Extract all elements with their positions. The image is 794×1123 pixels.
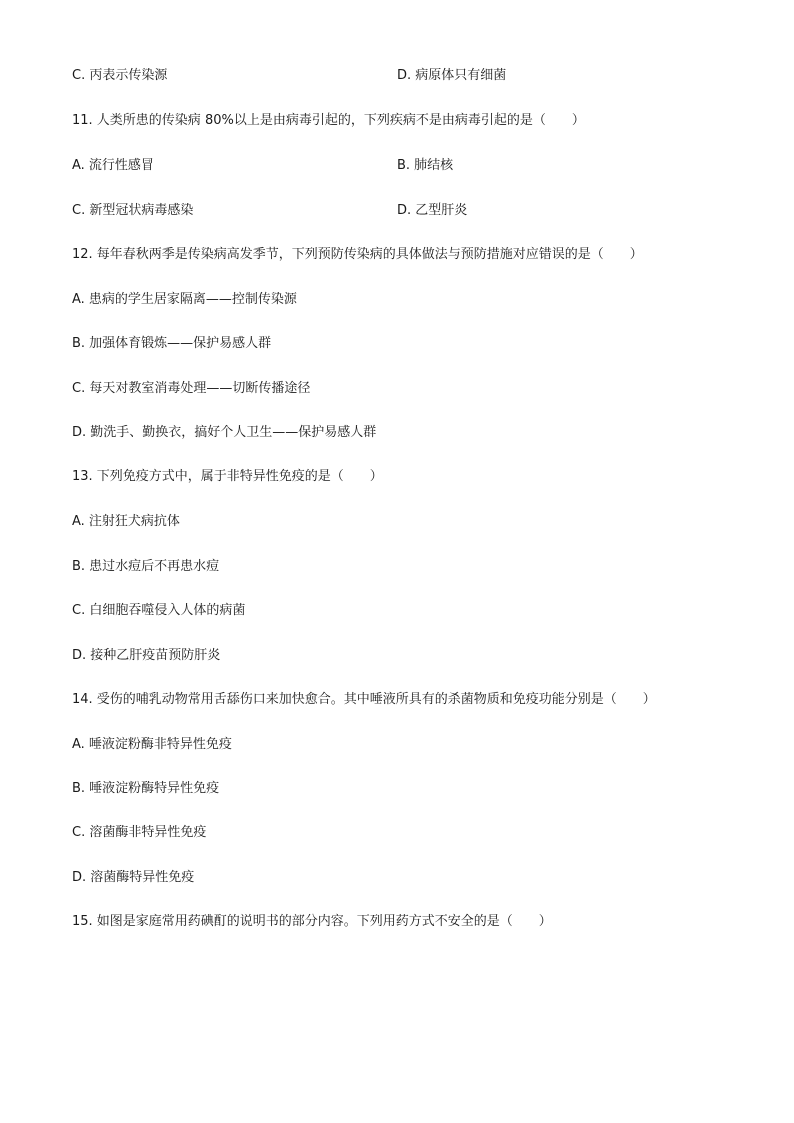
q13-option-b[interactable]: B. 患过水痘后不再患水痘	[72, 559, 220, 574]
q12-option-c[interactable]: C. 每天对教室消毒处理——切断传播途径	[72, 381, 311, 396]
q13-option-a[interactable]: A. 注射狂犬病抗体	[72, 514, 180, 529]
q10-option-c[interactable]: C. 丙表示传染源	[72, 68, 168, 83]
q11-option-b[interactable]: B. 肺结核	[397, 158, 454, 173]
q14-option-c[interactable]: C. 溶菌酶非特异性免疫	[72, 825, 207, 840]
q14-option-a[interactable]: A. 唾液淀粉酶非特异性免疫	[72, 737, 232, 752]
q14-stem: 14. 受伤的哺乳动物常用舌舔伤口来加快愈合。其中唾液所具有的杀菌物质和免疫功能分别是（ ）	[72, 692, 656, 707]
q11-option-d[interactable]: D. 乙型肝炎	[397, 203, 468, 218]
q13-option-c[interactable]: C. 白细胞吞噬侵入人体的病菌	[72, 603, 246, 618]
q15-stem: 15. 如图是家庭常用药碘酊的说明书的部分内容。下列用药方式不安全的是（ ）	[72, 914, 552, 929]
q13-stem: 13. 下列免疫方式中，属于非特异性免疫的是（ ）	[72, 469, 383, 484]
q12-option-b[interactable]: B. 加强体育锻炼——保护易感人群	[72, 336, 272, 351]
q14-option-b[interactable]: B. 唾液淀粉酶特异性免疫	[72, 781, 220, 796]
q12-option-d[interactable]: D. 勤洗手、勤换衣，搞好个人卫生——保护易感人群	[72, 425, 377, 440]
q12-stem: 12. 每年春秋两季是传染病高发季节，下列预防传染病的具体做法与预防措施对应错误的是（ ）	[72, 247, 643, 262]
q11-option-a[interactable]: A. 流行性感冒	[72, 158, 154, 173]
q11-stem: 11. 人类所患的传染病 80%以上是由病毒引起的，下列疾病不是由病毒引起的是（ ）	[72, 113, 585, 128]
q10-option-d[interactable]: D. 病原体只有细菌	[397, 68, 507, 83]
q12-option-a[interactable]: A. 患病的学生居家隔离——控制传染源	[72, 292, 297, 307]
q13-option-d[interactable]: D. 接种乙肝疫苗预防肝炎	[72, 648, 221, 663]
q11-option-c[interactable]: C. 新型冠状病毒感染	[72, 203, 194, 218]
q14-option-d[interactable]: D. 溶菌酶特异性免疫	[72, 870, 195, 885]
